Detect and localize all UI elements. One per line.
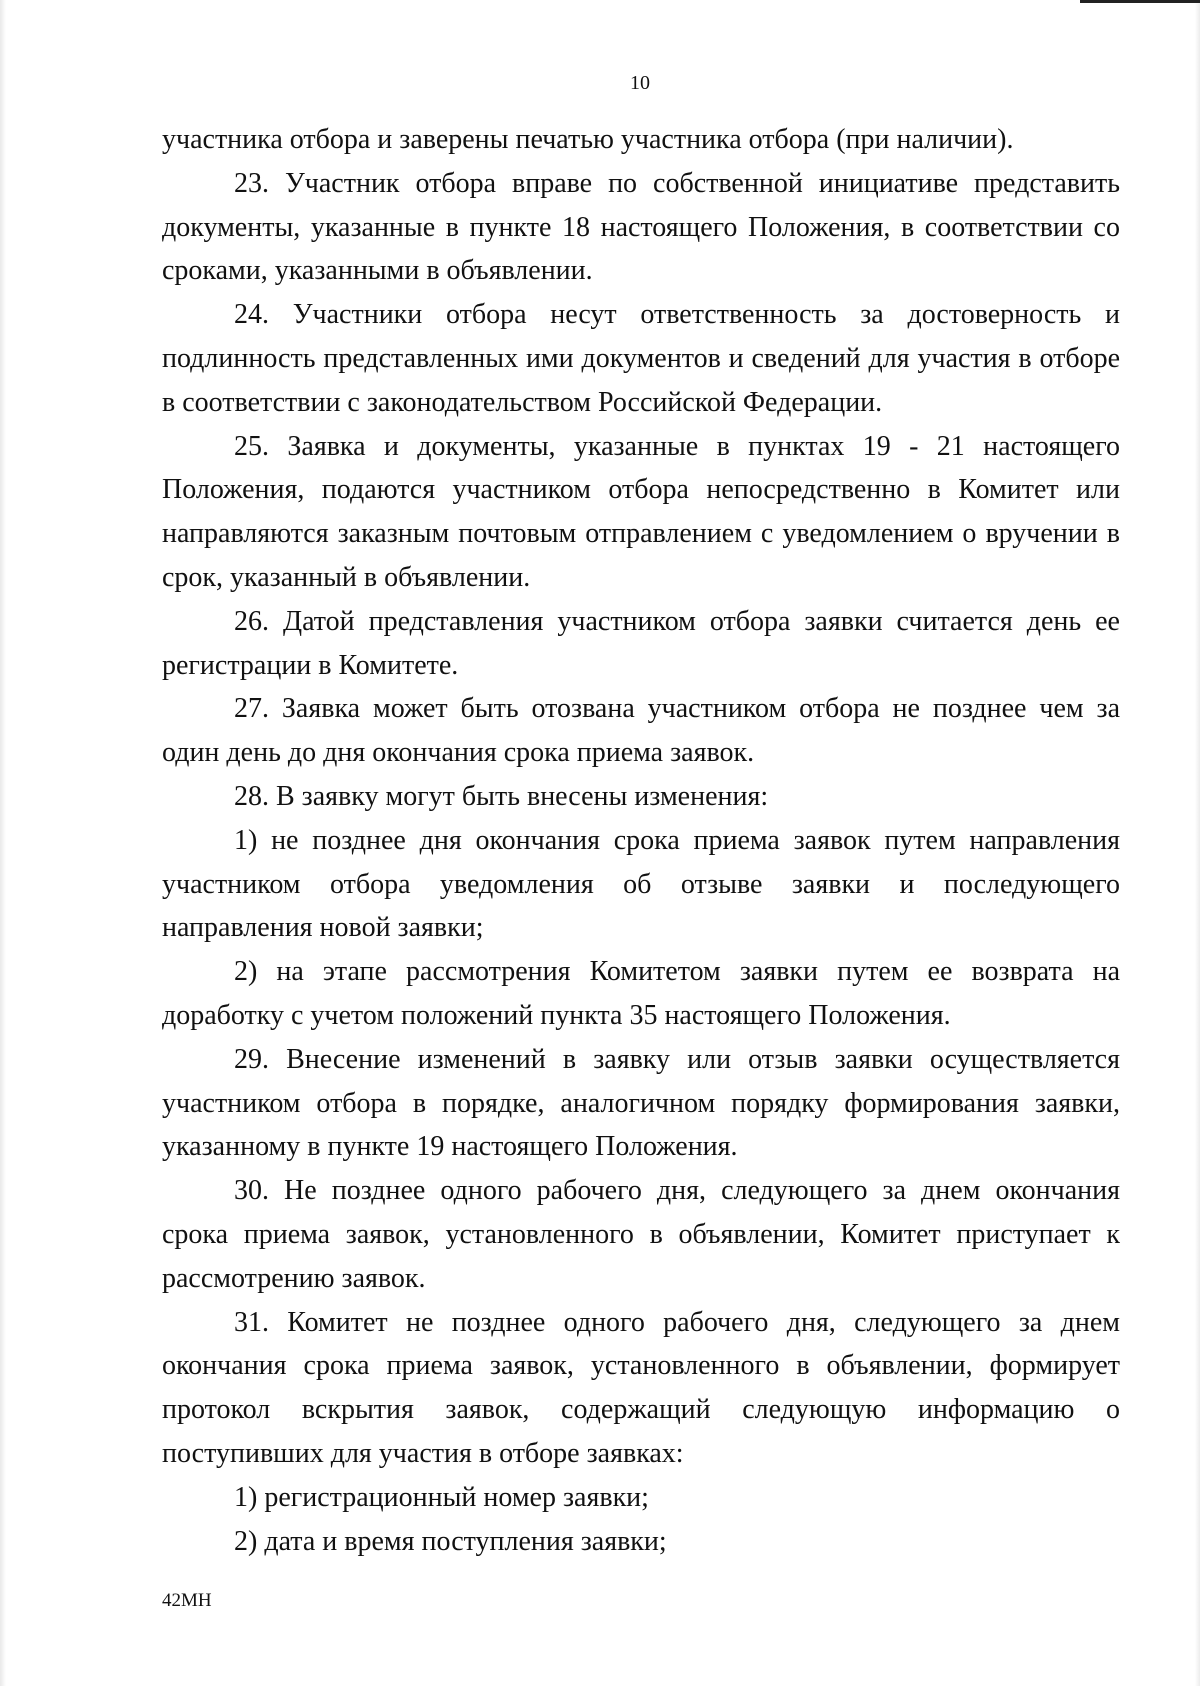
scan-edge-right xyxy=(1195,0,1200,1686)
paragraph-25: 25. Заявка и документы, указанные в пунктах 19 - 21 настоящего Положения, подаются участником отбора непосредственно в Комитет или направляются заказным почтовым отправлением с уведомлением о вручении в срок, указанный в объявлении. xyxy=(162,430,1120,593)
footer-code: 42МН xyxy=(162,1590,212,1611)
paragraph-31: 31. Комитет не позднее одного рабочего дня, следующего за днем окончания срока приема заявок, установленного в объявлении, формирует протокол вскрытия заявок, содержащий следующую информацию о поступивших для участия в отборе заявках: xyxy=(162,1306,1120,1469)
page-number: 10 xyxy=(630,72,650,94)
paragraph-28-item-2: 2) на этапе рассмотрения Комитетом заявки путем ее возврата на доработку с учетом положений пункта 35 настоящего Положения. xyxy=(162,956,1120,1031)
paragraph-28: 28. В заявку могут быть внесены изменения: xyxy=(234,780,769,812)
paragraph-continuation: участника отбора и заверены печатью участника отбора (при наличии). xyxy=(162,124,1014,155)
paragraph-26: 26. Датой представления участником отбора заявки считается день ее регистрации в Комитете. xyxy=(162,605,1120,681)
scan-edge-top xyxy=(1080,0,1200,3)
paragraph-31-item-2: 2) дата и время поступления заявки; xyxy=(234,1525,667,1557)
paragraph-24: 24. Участники отбора несут ответственность за достоверность и подлинность представленных ими документов и сведений для участия в отборе в соответствии с законодательством Российской Федерации. xyxy=(162,299,1120,418)
document-body xyxy=(162,118,1120,1563)
paragraph-29: 29. Внесение изменений в заявку или отзыв заявки осуществляется участником отбора в порядке, аналогичном порядку формирования заявки, указанному в пункте 19 настоящего Положения. xyxy=(162,1043,1120,1163)
paragraph-23: 23. Участник отбора вправе по собственной инициативе представить документы, указанные в пункте 18 настоящего Положения, в соответствии со сроками, указанными в объявлении. xyxy=(162,167,1120,287)
paragraph-30: 30. Не позднее одного рабочего дня, следующего за днем окончания срока приема заявок, установленного в объявлении, Комитет приступает к рассмотрению заявок. xyxy=(162,1175,1120,1294)
paragraph-28-item-1: 1) не позднее дня окончания срока приема заявок путем направления участником отбора уведомления об отзыве заявки и последующего направления новой заявки; xyxy=(162,824,1120,944)
paragraph-31-item-1: 1) регистрационный номер заявки; xyxy=(234,1481,649,1513)
scan-edge-left xyxy=(0,0,6,1686)
paragraph-27: 27. Заявка может быть отозвана участником отбора не позднее чем за один день до дня окончания срока приема заявок. xyxy=(162,693,1120,769)
